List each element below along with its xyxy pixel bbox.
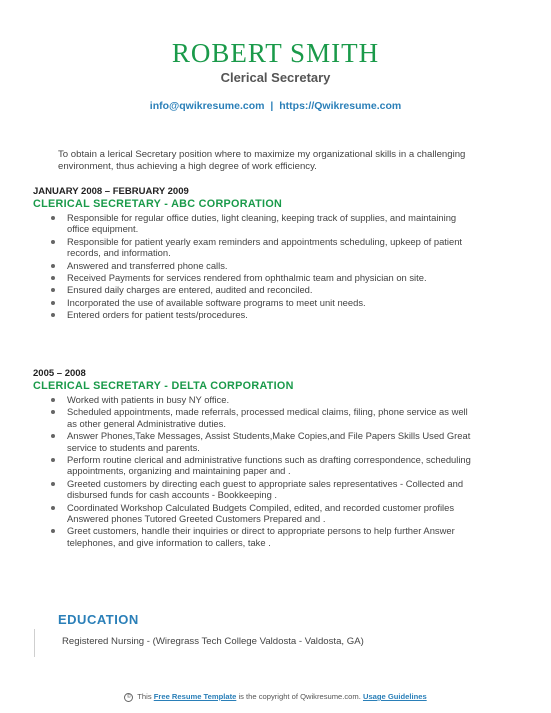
bullet-icon [51, 434, 55, 438]
bullet-icon [51, 529, 55, 533]
duty-item: Scheduled appointments, made referrals, processed medical claims, filing, phone service as well as other general Administrative duties. [67, 406, 473, 429]
job-entry-1 [33, 186, 473, 322]
education-heading: EDUCATION [58, 612, 139, 627]
bullet-icon [51, 288, 55, 292]
duty-item: Coordinated Workshop Calculated Budgets Compiled, edited, and recorded customer profiles Answered phones Tutored Greeted Customers Prepared and . [67, 502, 473, 525]
contact-line [0, 99, 551, 113]
bullet-icon [51, 276, 55, 280]
footer-prefix: This [137, 692, 152, 701]
copyright-icon: © [124, 693, 133, 702]
duty-item: Answer Phones,Take Messages, Assist Students,Make Copies,and File Papers Skills Used Great service to students and parents. [67, 430, 473, 453]
bullet-icon [51, 506, 55, 510]
bullet-icon [51, 482, 55, 486]
job-dates: JANUARY 2008 – FEBRUARY 2009 [33, 186, 189, 197]
duty-item: Responsible for patient yearly exam reminders and appointments scheduling, upkeep of patient records, and information. [67, 236, 473, 259]
job-duties-list [33, 212, 473, 321]
job-entry-2 [33, 368, 473, 549]
duty-item: Answered and transferred phone calls. [67, 260, 473, 271]
duty-item: Received Payments for services rendered from ophthalmic team and physician on site. [67, 272, 473, 283]
website-link[interactable]: https://Qwikresume.com [279, 100, 402, 112]
duty-item: Worked with patients in busy NY office. [67, 394, 473, 405]
free-resume-template-link[interactable]: Free Resume Template [153, 692, 237, 701]
candidate-title: Clerical Secretary [220, 70, 331, 85]
objective-summary: To obtain a lerical Secretary position where to maximize my organizational skills in a challenging environment, thus achieving a high degree of work efficiency. [58, 149, 466, 172]
job-role: CLERICAL SECRETARY - ABC CORPORATION [33, 198, 283, 210]
footer [0, 692, 551, 702]
duty-item: Ensured daily charges are entered, audited and reconciled. [67, 284, 473, 295]
duty-item: Incorporated the use of available software programs to meet unit needs. [67, 297, 473, 308]
contact-separator: | [270, 100, 274, 112]
bullet-icon [51, 410, 55, 414]
bullet-icon [51, 264, 55, 268]
duty-item: Entered orders for patient tests/procedures. [67, 309, 473, 320]
duty-item: Greet customers, handle their inquiries or direct to appropriate persons to help further Answer telephones, and give information to callers, take . [67, 525, 473, 548]
education-divider [34, 629, 35, 657]
job-dates: 2005 – 2008 [33, 368, 86, 379]
bullet-icon [51, 398, 55, 402]
job-role: CLERICAL SECRETARY - DELTA CORPORATION [33, 380, 294, 392]
education-item: Registered Nursing - (Wiregrass Tech College Valdosta - Valdosta, GA) [62, 636, 364, 647]
bullet-icon [51, 216, 55, 220]
email-link[interactable]: info@qwikresume.com [149, 100, 265, 112]
bullet-icon [51, 313, 55, 317]
bullet-icon [51, 301, 55, 305]
usage-guidelines-link[interactable]: Usage Guidelines [362, 692, 427, 701]
bullet-icon [51, 240, 55, 244]
bullet-icon [51, 458, 55, 462]
job-duties-list [33, 394, 473, 548]
duty-item: Responsible for regular office duties, light cleaning, keeping track of supplies, and maintaining office equipment. [67, 212, 473, 235]
duty-item: Greeted customers by directing each guest to appropriate sales representatives - Collected and disbursed funds for cash accounts - Bookkeeping . [67, 478, 473, 501]
footer-middle-text: is the copyright of Qwikresume.com. [238, 692, 361, 701]
candidate-name: ROBERT SMITH [171, 38, 380, 68]
duty-item: Perform routine clerical and administrative functions such as drafting correspondence, scheduling appointments, organizing and maintaining paper and . [67, 454, 473, 477]
